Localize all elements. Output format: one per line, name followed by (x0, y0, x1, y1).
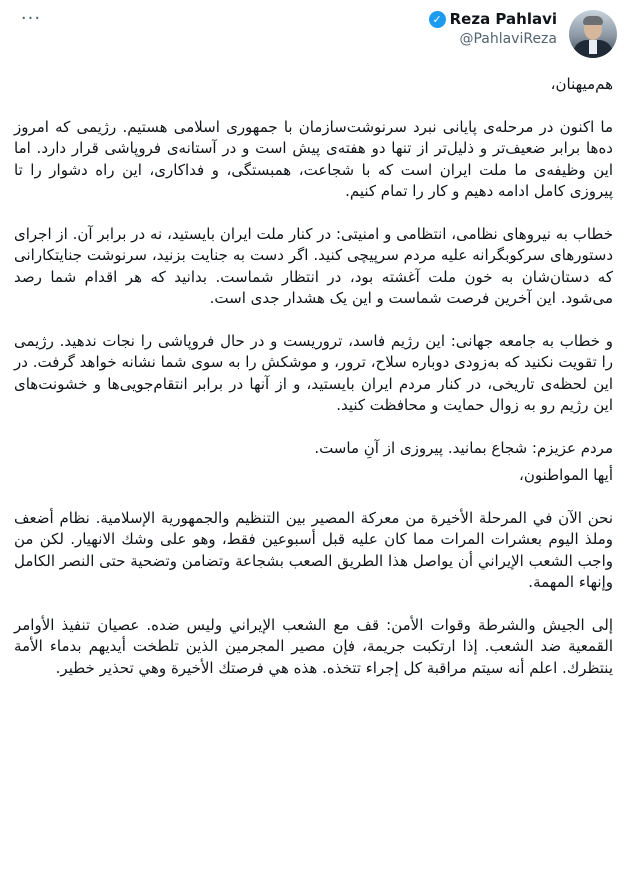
tweet-paragraph-intro-ar: نحن الآن في المرحلة الأخيرة من معركة المصير بين التنظيم والجمهورية الإسلامية. نظام أضعف وملذ اليوم بعشرات المرات مما كان عليه قبل أسبوعين فقط، وهو على وشك الانهيار. لكن من واجب الشعب الإيراني أن يواصل هذا الطريق الصعب بشجاعة وتضامن وتضحية حتى النصر الكامل وإنهاء المهمة. (14, 508, 613, 591)
tweet-paragraph-greeting-fa: هم‌میهنان، (550, 75, 613, 93)
author-info[interactable] (429, 10, 557, 47)
tweet-paragraph-intro-fa: ما اکنون در مرحله‌ی پایانی نبرد سرنوشت‌سازمان با جمهوری اسلامی هستیم. رژیمی که امروز ده‌ها برابر ضعیف‌تر و ذلیل‌تر از تنها دو هفته‌ی پیش است و در آستانه‌ی فروپاشی قرار دارد. اما این وظیفه‌ی ما ملت ایران است که با شجاعت، همبستگی، و فداکاری، این راه دشوار را تا پیروزی کامل ادامه دهیم و کار را تمام کنیم. (14, 117, 613, 200)
author-handle[interactable]: @PahlaviReza (459, 31, 557, 47)
avatar-shirt (589, 40, 597, 54)
tweet-header (0, 0, 631, 70)
tweet-paragraph-military-fa: خطاب به نیروهای نظامی، انتظامی و امنیتی: در کنار ملت ایران بایستید، نه در برابر آن. از اجرای دستورهای سرکوبگرانه علیه مردم سرپیچی کنید. اگر دست به جنایت بزنید، سرنوشت جنایتکارانی که دستان‌شان به خون ملت آغشته بود، در انتظار شماست. بدانید که هر اقدام شما رصد می‌شود. این آخرین فرصت شماست و این یک هشدار جدی است. (14, 224, 613, 307)
name-row (429, 10, 557, 28)
tweet-paragraph-world-fa: و خطاب به جامعه جهانی: این رژیم فاسد، تروریست و در حال فروپاشی را نجات ندهید. رژیمی را تقویت نکنید که به‌زودی دوباره سلاح، ترور، و موشکش را به سوی شما نشانه خواهد گرفت. در این لحظه‌ی تاریخی، در کنار مردم ایران بایستید، و از آنها در برابر انتقام‌جویی‌ها و خشونت‌های این رژیم رو به زوال حمایت و محافظت کنید. (14, 331, 613, 414)
author-display-name[interactable]: Reza Pahlavi (449, 10, 557, 28)
tweet-paragraph-military-ar: إلى الجيش والشرطة وقوات الأمن: قف مع الشعب الإيراني وليس ضده. عصيان تنفيذ الأوامر القمعية ضد الشعب. إذا ارتكبت جريمة، فإن مصير المجرمين الذين تلطخت أيديهم بدماء الأمة ينتظرك. اعلم أنه سيتم مراقبة كل إجراء تتخذه. هذه هي فرصتك الأخيرة وهي تحذير خطير. (14, 615, 613, 677)
tweet-paragraph-people-fa: مردم عزیزم: شجاع بمانید. پیروزی از آنِ ماست. (314, 438, 613, 457)
tweet-text (14, 74, 613, 700)
tweet-paragraph-greeting-ar: أيها المواطنون، (519, 466, 613, 484)
avatar-hair (583, 16, 603, 25)
verified-badge-icon: ✓ (429, 11, 446, 28)
avatar[interactable] (569, 10, 617, 58)
more-options-icon[interactable]: ··· (20, 7, 42, 29)
